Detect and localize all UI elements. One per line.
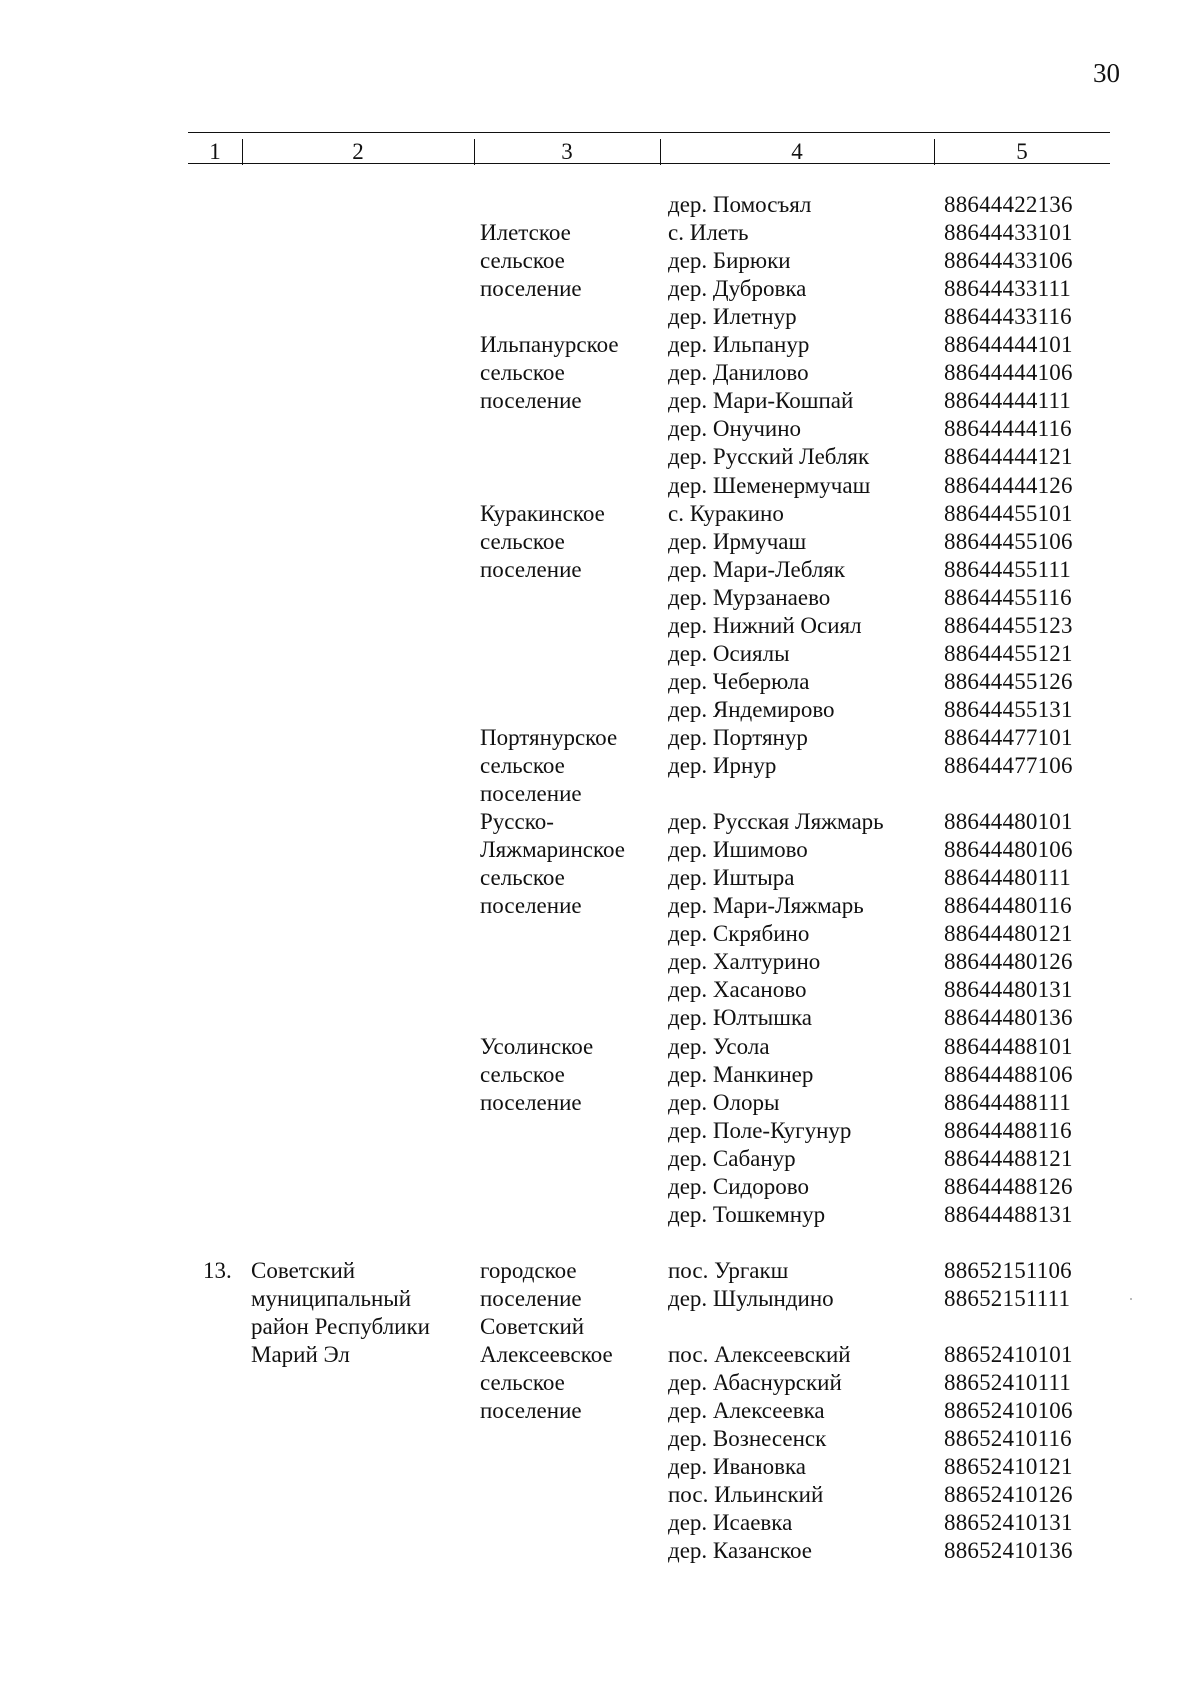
settlement-name-line: поселение bbox=[480, 1089, 582, 1115]
oktmo-code: 88644455111 bbox=[944, 556, 1071, 582]
oktmo-code: 88644444121 bbox=[944, 444, 1073, 470]
settlement-name-line: сельское bbox=[480, 528, 565, 554]
locality-name: дер. Хасаново bbox=[668, 977, 807, 1003]
oktmo-code: 88644488101 bbox=[944, 1033, 1073, 1059]
settlement-name-line: Советский bbox=[480, 1313, 585, 1339]
row-number: 13. bbox=[203, 1257, 232, 1283]
oktmo-code: 88644488116 bbox=[944, 1117, 1072, 1143]
header-col-4: 4 bbox=[791, 139, 803, 164]
oktmo-code: 88652410106 bbox=[944, 1398, 1073, 1424]
locality-name: дер. Нижний Осиял bbox=[668, 612, 862, 638]
settlement-name-line: Русско- bbox=[480, 809, 554, 835]
locality-name: дер. Алексеевка bbox=[668, 1398, 825, 1424]
oktmo-code: 88652410101 bbox=[944, 1342, 1073, 1367]
settlement-name-line: поселение bbox=[480, 893, 582, 919]
oktmo-code: 88644477106 bbox=[944, 753, 1073, 778]
locality-name: пос. Ильинский bbox=[668, 1482, 824, 1508]
settlement-name-line: Алексеевское bbox=[480, 1342, 613, 1367]
settlement-name-line: поселение bbox=[480, 388, 582, 414]
oktmo-code: 88652151106 bbox=[944, 1257, 1072, 1283]
oktmo-code: 88644488106 bbox=[944, 1061, 1073, 1087]
oktmo-code: 88652410131 bbox=[944, 1510, 1073, 1536]
settlement-name-line: поселение bbox=[480, 1285, 582, 1311]
oktmo-code: 88652410111 bbox=[944, 1370, 1071, 1396]
settlement-name-line: сельское bbox=[480, 865, 565, 891]
locality-name: дер. Абаснурский bbox=[668, 1370, 842, 1396]
oktmo-code: 88644433116 bbox=[944, 304, 1072, 330]
header-top-rule bbox=[188, 132, 1110, 133]
locality-name: дер. Манкинер bbox=[668, 1061, 814, 1087]
district-name-line: Марий Эл bbox=[251, 1342, 350, 1367]
oktmo-code: 88644433106 bbox=[944, 248, 1073, 274]
district-name-line: Советский bbox=[251, 1257, 356, 1283]
settlement-name-line: сельское bbox=[480, 1370, 565, 1396]
oktmo-code: 88644422136 bbox=[944, 192, 1073, 217]
oktmo-code: 88644480131 bbox=[944, 977, 1073, 1003]
settlement-name-line: сельское bbox=[480, 360, 565, 386]
locality-name: дер. Усола bbox=[668, 1033, 770, 1059]
oktmo-code: 88644455116 bbox=[944, 584, 1072, 610]
locality-name: дер. Мари-Ляжмарь bbox=[668, 893, 864, 919]
oktmo-code: 88644455106 bbox=[944, 528, 1073, 554]
oktmo-code: 88652410136 bbox=[944, 1538, 1073, 1564]
locality-name: с. Куракино bbox=[668, 500, 784, 526]
oktmo-code: 88644488111 bbox=[944, 1089, 1071, 1115]
oktmo-code: 88644488126 bbox=[944, 1173, 1073, 1199]
oktmo-code: 88644477101 bbox=[944, 724, 1073, 750]
oktmo-code: 88652410126 bbox=[944, 1482, 1073, 1508]
oktmo-code: 88652151111 bbox=[944, 1285, 1071, 1311]
locality-name: дер. Илетнур bbox=[668, 304, 797, 330]
header-col-3: 3 bbox=[561, 139, 573, 164]
oktmo-code: 88644480136 bbox=[944, 1005, 1073, 1031]
oktmo-code: 88644433111 bbox=[944, 276, 1071, 302]
oktmo-code: 88644480111 bbox=[944, 865, 1071, 891]
locality-name: дер. Сидорово bbox=[668, 1173, 809, 1199]
locality-name: дер. Портянур bbox=[668, 724, 808, 750]
locality-name: дер. Юлтышка bbox=[668, 1005, 812, 1031]
settlement-name-line: поселение bbox=[480, 276, 582, 302]
settlement-name-line: сельское bbox=[480, 1061, 565, 1087]
oktmo-code: 88652410116 bbox=[944, 1426, 1072, 1452]
district-name-line: муниципальный bbox=[251, 1285, 412, 1311]
locality-name: дер. Ишимово bbox=[668, 837, 808, 863]
locality-name: дер. Мурзанаево bbox=[668, 584, 831, 610]
page-number: 30 bbox=[1093, 58, 1120, 88]
district-name-line: район Республики bbox=[251, 1313, 430, 1339]
oktmo-code: 88644444126 bbox=[944, 472, 1073, 498]
oktmo-code: 88644480101 bbox=[944, 809, 1073, 835]
settlement-name-line: Портянурское bbox=[480, 724, 618, 750]
settlement-name-line: Куракинское bbox=[480, 500, 605, 526]
locality-name: дер. Помосъял bbox=[668, 192, 812, 217]
locality-name: дер. Иштыра bbox=[668, 865, 795, 891]
header-col-1: 1 bbox=[209, 139, 221, 164]
locality-name: дер. Бирюки bbox=[668, 248, 791, 274]
locality-name: пос. Ургакш bbox=[668, 1257, 789, 1283]
oktmo-code: 88644444116 bbox=[944, 416, 1072, 442]
oktmo-code: 88644444111 bbox=[944, 388, 1071, 414]
oktmo-code: 88644455121 bbox=[944, 640, 1073, 666]
oktmo-code: 88644480116 bbox=[944, 893, 1072, 919]
locality-name: дер. Олоры bbox=[668, 1089, 780, 1115]
settlement-name-line: Усолинское bbox=[480, 1033, 594, 1059]
settlement-name-line: Ляжмаринское bbox=[480, 837, 625, 863]
settlement-name-line: поселение bbox=[480, 781, 582, 807]
locality-name: дер. Ильпанур bbox=[668, 332, 810, 358]
locality-name: дер. Мари-Кошпай bbox=[668, 388, 854, 414]
settlement-name-line: городское bbox=[480, 1257, 577, 1283]
oktmo-code: 88644455101 bbox=[944, 500, 1073, 526]
oktmo-code: 88644433101 bbox=[944, 220, 1073, 246]
locality-name: дер. Мари-Лебляк bbox=[668, 556, 846, 582]
locality-name: дер. Осиялы bbox=[668, 640, 790, 666]
locality-name: дер. Скрябино bbox=[668, 921, 810, 947]
scan-speck bbox=[1130, 1298, 1132, 1300]
locality-name: дер. Халтурино bbox=[668, 949, 821, 975]
oktmo-code: 88644444101 bbox=[944, 332, 1073, 358]
locality-name: дер. Исаевка bbox=[668, 1510, 793, 1536]
locality-name: дер. Казанское bbox=[668, 1538, 812, 1564]
settlement-name-line: поселение bbox=[480, 1398, 582, 1424]
locality-name: дер. Шеменермучаш bbox=[668, 472, 871, 498]
oktmo-code: 88644488121 bbox=[944, 1145, 1073, 1171]
settlement-name-line: Илетское bbox=[480, 220, 571, 246]
oktmo-code: 88644480126 bbox=[944, 949, 1073, 975]
locality-name: дер. Русский Лебляк bbox=[668, 444, 870, 470]
oktmo-code: 88652410121 bbox=[944, 1454, 1073, 1480]
header-col-2: 2 bbox=[352, 139, 364, 164]
oktmo-code: 88644488131 bbox=[944, 1201, 1073, 1227]
locality-name: дер. Данилово bbox=[668, 360, 809, 386]
oktmo-code: 88644455123 bbox=[944, 612, 1073, 638]
settlement-name-line: сельское bbox=[480, 248, 565, 274]
locality-name: дер. Поле-Кугунур bbox=[668, 1117, 852, 1143]
locality-name: дер. Ивановка bbox=[668, 1454, 806, 1480]
locality-name: дер. Дубровка bbox=[668, 276, 807, 302]
locality-name: дер. Чеберюла bbox=[668, 668, 810, 694]
locality-name: дер. Ирнур bbox=[668, 753, 777, 778]
locality-name: дер. Ирмучаш bbox=[668, 528, 807, 554]
settlement-name-line: сельское bbox=[480, 753, 565, 778]
locality-name: дер. Яндемирово bbox=[668, 696, 835, 722]
settlement-name-line: Ильпанурское bbox=[480, 332, 619, 358]
locality-name: пос. Алексеевский bbox=[668, 1342, 851, 1367]
locality-name: дер. Сабанур bbox=[668, 1145, 796, 1171]
oktmo-code: 88644455131 bbox=[944, 696, 1073, 722]
locality-name: дер. Вознесенск bbox=[668, 1426, 827, 1452]
oktmo-code: 88644444106 bbox=[944, 360, 1073, 386]
oktmo-code: 88644480121 bbox=[944, 921, 1073, 947]
locality-name: дер. Шулындино bbox=[668, 1285, 834, 1311]
locality-name: дер. Тошкемнур bbox=[668, 1201, 826, 1227]
oktmo-code: 88644455126 bbox=[944, 668, 1073, 694]
locality-name: с. Илеть bbox=[668, 220, 749, 246]
locality-name: дер. Онучино bbox=[668, 416, 802, 442]
header-col-5: 5 bbox=[1016, 139, 1028, 164]
settlement-name-line: поселение bbox=[480, 556, 582, 582]
locality-name: дер. Русская Ляжмарь bbox=[668, 809, 884, 835]
oktmo-code: 88644480106 bbox=[944, 837, 1073, 863]
